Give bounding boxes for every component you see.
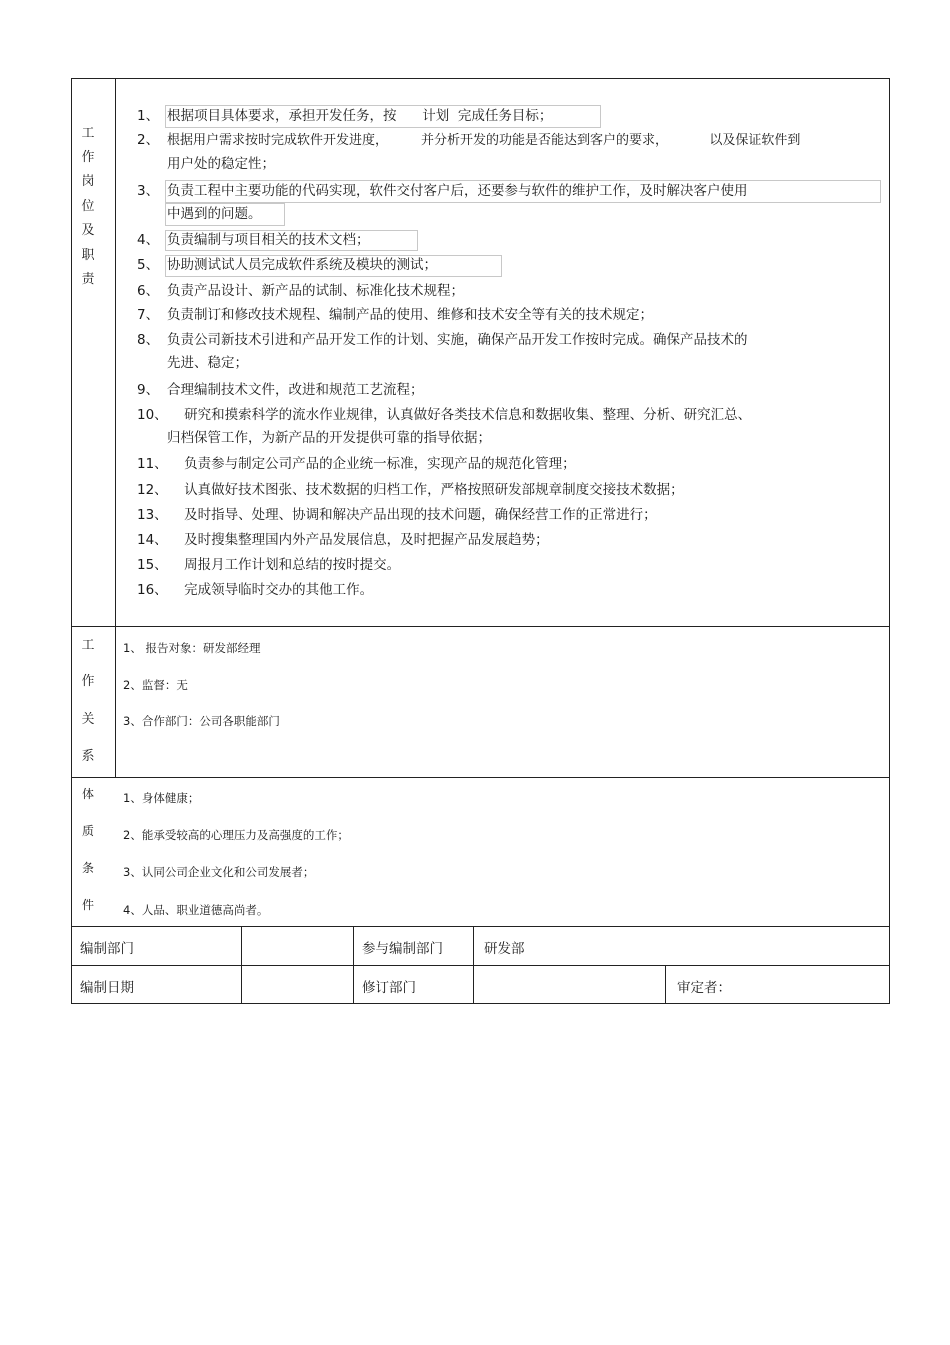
label-char: 工 bbox=[81, 126, 95, 141]
relations-label bbox=[73, 639, 103, 770]
label-column-divider bbox=[115, 78, 116, 777]
duty-text: 及时搜集整理国内外产品发展信息，及时把握产品发展趋势； bbox=[167, 532, 549, 548]
duty-text: 归档保管工作，为新产品的开发提供可靠的指导依据； bbox=[167, 430, 491, 446]
duty-text: 负责制订和修改技术规程、编制产品的使用、维修和技术安全等有关的技术规定； bbox=[167, 307, 653, 323]
label-char: 职 bbox=[81, 248, 95, 263]
duty-text: 根据用户需求按时完成软件开发进度， 并分析开发的功能是否能达到客户的要求， 以及保证软件到 bbox=[167, 133, 801, 148]
physical-item: 3、认同公司企业文化和公司发展者； bbox=[123, 865, 315, 879]
participating-dept-label: 参与编制部门 bbox=[362, 941, 443, 957]
duty-text: 周报月工作计划和总结的按时提交。 bbox=[167, 557, 401, 573]
label-char: 责 bbox=[81, 272, 95, 287]
footer-col-divider bbox=[473, 926, 474, 1004]
duty-number: 10、 bbox=[137, 407, 168, 423]
label-char: 体 bbox=[81, 787, 94, 801]
duty-number: 5、 bbox=[137, 257, 160, 273]
duty-number: 11、 bbox=[137, 456, 168, 472]
physical-item: 2、能承受较高的心理压力及高强度的工作； bbox=[123, 828, 349, 842]
physical-label bbox=[73, 788, 103, 919]
relation-item: 2、监督：无 bbox=[123, 678, 188, 692]
revision-dept-label: 修订部门 bbox=[362, 980, 416, 996]
label-char: 条 bbox=[81, 861, 94, 875]
duty-number: 14、 bbox=[137, 532, 168, 548]
duty-text: 根据项目具体要求，承担开发任务，按 计划 完成任务目标； bbox=[167, 108, 553, 124]
footer-col-divider bbox=[665, 965, 666, 1004]
label-char: 作 bbox=[81, 150, 95, 165]
label-char: 及 bbox=[81, 223, 95, 238]
label-char: 位 bbox=[81, 199, 95, 214]
footer-col-divider bbox=[241, 926, 242, 1004]
duty-text: 研究和摸索科学的流水作业规律，认真做好各类技术信息和数据收集、整理、分析、研究汇总、 bbox=[167, 407, 752, 423]
participating-dept-value: 研发部 bbox=[484, 941, 525, 957]
duty-text: 用户处的稳定性； bbox=[167, 156, 275, 172]
label-char: 系 bbox=[81, 749, 95, 764]
row-divider bbox=[71, 965, 890, 966]
duty-text: 中遇到的问题。 bbox=[167, 206, 262, 222]
duty-number: 16、 bbox=[137, 582, 168, 598]
relation-item: 3、合作部门：公司各职能部门 bbox=[123, 714, 280, 728]
duty-number: 12、 bbox=[137, 482, 168, 498]
row-divider bbox=[71, 626, 890, 627]
duty-text: 协助测试试人员完成软件系统及模块的测试； bbox=[167, 257, 437, 273]
label-char: 关 bbox=[81, 712, 95, 727]
label-char: 作 bbox=[81, 674, 95, 689]
duty-text: 负责公司新技术引进和产品开发工作的计划、实施，确保产品开发工作按时完成。确保产品技术的 bbox=[167, 332, 748, 348]
duty-number: 3、 bbox=[137, 183, 160, 199]
duty-number: 4、 bbox=[137, 232, 160, 248]
duty-number: 13、 bbox=[137, 507, 168, 523]
duty-number: 1、 bbox=[137, 108, 160, 124]
relation-item: 1、 报告对象：研发部经理 bbox=[123, 641, 261, 655]
label-char: 质 bbox=[81, 824, 94, 838]
row-divider bbox=[71, 777, 890, 778]
duty-text: 先进、稳定； bbox=[167, 355, 248, 371]
physical-item: 4、人品、职业道德高尚者。 bbox=[123, 903, 269, 917]
duty-number: 9、 bbox=[137, 382, 160, 398]
compile-date-label: 编制日期 bbox=[80, 980, 134, 996]
label-char: 件 bbox=[81, 898, 94, 912]
duty-text: 合理编制技术文件，改进和规范工艺流程； bbox=[167, 382, 424, 398]
approver-label: 审定者： bbox=[677, 980, 731, 996]
duty-number: 15、 bbox=[137, 557, 168, 573]
compile-dept-label: 编制部门 bbox=[80, 941, 134, 957]
duty-text: 负责编制与项目相关的技术文档； bbox=[167, 232, 370, 248]
duty-text: 及时指导、处理、协调和解决产品出现的技术问题，确保经营工作的正常进行； bbox=[167, 507, 657, 523]
duty-number: 7、 bbox=[137, 307, 160, 323]
duty-number: 6、 bbox=[137, 283, 160, 299]
label-char: 工 bbox=[81, 638, 95, 653]
duty-text: 负责产品设计、新产品的试制、标准化技术规程； bbox=[167, 283, 464, 299]
physical-item: 1、身体健康； bbox=[123, 791, 200, 805]
duty-text: 认真做好技术图张、技术数据的归档工作，严格按照研发部规章制度交接技术数据； bbox=[167, 482, 684, 498]
duties-label bbox=[73, 127, 103, 297]
label-char: 岗 bbox=[81, 174, 95, 189]
duty-text: 负责参与制定公司产品的企业统一标准，实现产品的规范化管理； bbox=[167, 456, 576, 472]
footer-col-divider bbox=[353, 926, 354, 1004]
row-divider bbox=[71, 926, 890, 927]
duty-number: 8、 bbox=[137, 332, 160, 348]
duty-number: 2、 bbox=[137, 132, 160, 148]
duty-text: 负责工程中主要功能的代码实现，软件交付客户后，还要参与软件的维护工作，及时解决客户使用 bbox=[167, 183, 748, 199]
duty-text: 完成领导临时交办的其他工作。 bbox=[167, 582, 374, 598]
